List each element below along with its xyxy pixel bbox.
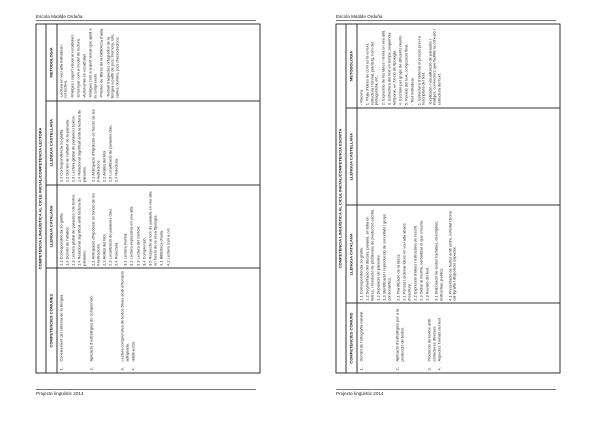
competence-table-writing	[335, 23, 560, 373]
column-header: COMPETÈNCIES COMUNES	[46, 268, 57, 373]
page-footer: Projecte lingüístic 2014	[336, 389, 556, 396]
list-item: 3. Producció de textos amb estructures diverses.	[425, 318, 436, 370]
column-header: LLENGUA CASTELLANA	[46, 100, 57, 184]
list-item: 1. Domini de l'ortografia natural.	[357, 310, 363, 370]
catalana-cell: 1.1 Correspondència so-grafia. 1.2 Domini de l'alfabet. 1.3 Lectura global de paraules i de textos. 1.4 Relacionar significat amb lectura de paraules. 2.1 Anticipació d'hipòtesis en funció de les il·lustracions. 2.2 Anàlisi del títol. 2.3 Localització de paraules clau. 2.4 Relectura. 3.1 Lectura mental. 3.2 Lectura expressiva en veu alta. 3.3 Lectura del context. 3.4 Comprensió. 3.5 Respecte al torn de paraula en veu alta en funció de la seva tipologia. 4.1 Biblioteca d'aula. 4.2 Lectura com a oci.	[57, 184, 260, 268]
metodologia-cell: -Lectura en veu alta individual i col·lectiva. -Imatges i suport visual al vocabulari. -Ensenyar com a model de lectura. -Autonomia en vocabulari. -Imatges com a suport visual que ajudi a la comprensió. -Préstec de llibres de la biblioteca d'aula. -Treball d'aspectes ortogràfics de la llengua a partir de jocs: memory, loto, cartes, domino, jocs d'associacions.	[57, 24, 260, 101]
page-right	[300, 0, 600, 424]
list-item: 3. Lectura comprensiva de textos breus amb entonació adequada.	[119, 270, 129, 370]
list-item: 1. Coneixement del sistema de la llengua.	[57, 293, 63, 370]
list-item: 4. Hàbit lector.	[129, 340, 135, 370]
table-title: COMPETÈNCIA LINGÜÍSTICA AL CICLE INICIAL/COMPETÈNCIA ESCRITA	[336, 24, 346, 373]
page-header: Escola Matilde Orduña	[36, 14, 256, 21]
table-title: COMPETÈNCIA LINGÜÍSTICA AL CICLE INICIAL/COMPETÈNCIA LECTORA	[36, 24, 46, 373]
castellana-cell: 1.1 Correspondència so-grafia. 1.2 Domini de l'alfabet de la paraula. 1.3 Lectura global de paraules i textos. 1.4 Relacionar significat amb la lectura de paraules. 2.1 Anticipació d'hipòtesis en funció de les il·lustracions. 2.2 Anàlisi del títol. 2.3 Localització de paraules clau. 2.4 Relectura.	[57, 100, 260, 184]
page-header: Escola Matilde Orduña	[336, 14, 556, 21]
rotated-table-frame	[335, 23, 560, 373]
list-item: 2. Aplicació d'estratègies per a la producció de textos.	[394, 308, 405, 370]
column-header: LLENGUA CATALANA	[346, 205, 357, 303]
page-footer: Projecte lingüístic 2014	[36, 389, 256, 396]
column-header: METODOLOGIA	[46, 24, 57, 101]
rotated-table-frame	[35, 23, 260, 373]
column-header: LLENGUA CASTELLANA	[346, 107, 357, 205]
column-header: LLENGUA CATALANA	[46, 184, 57, 268]
castellana-cell	[357, 107, 560, 205]
list-item: 4. Aspectes formals del text.	[436, 316, 442, 370]
comunes-cell	[357, 303, 560, 373]
competence-table-reading	[35, 23, 260, 373]
comunes-cell	[57, 268, 260, 373]
column-header: COMPETÈNCIES COMUNS	[346, 303, 357, 373]
list-item: 2. Aplicació d'estratègies de comprensió.	[88, 294, 94, 370]
metodologia-cell: - Racons. 1. Pluja d'idees de com es fa el text, estructura i format, planteig, nom del protagonista, etc. 2. Exposició de les idees i tema en veu alta. 3. Estructura del text en temps, seqüència temporal, en funció de tipologia. 4. Escriure per grups de diferents nivells. 5. Revisió del text, composició final. - Text individual. 1. Estructura d'ordenar el procés previ a l'escriptura del text. -Explicació i visualització de paraules i imatges, connectors que facilitin la cohesió i estructura del text.	[357, 24, 560, 108]
catalana-cell: 1.1 Correspondència so-grafia. 1.2 Segmentació del discurs, paraula, síl·laba en lletres, i resolució de problemes de producció escrita. 1.2 Separació de paraules. 1.3 Identificació i reproducció de sonoritats i grups consonàntics. 2.1 Planificació de la tasca. 2.1 Pensar i ordenar idees en veu alta abans d'escriure. 2.2 Expressió d'idees i estructura de l'escrit. 2.3 Dictar al mestre, verbalitzar el que s'escriu. 2.3 Revisió del text. 3.1 Elaboració de textos narratius, descriptius, instructius, poètics. 4.1 Presentació de textos amb ordre, netedat i bona cal·ligrafia i disposició espacial.	[357, 205, 560, 303]
column-header: METODOLOGIA	[346, 24, 357, 108]
